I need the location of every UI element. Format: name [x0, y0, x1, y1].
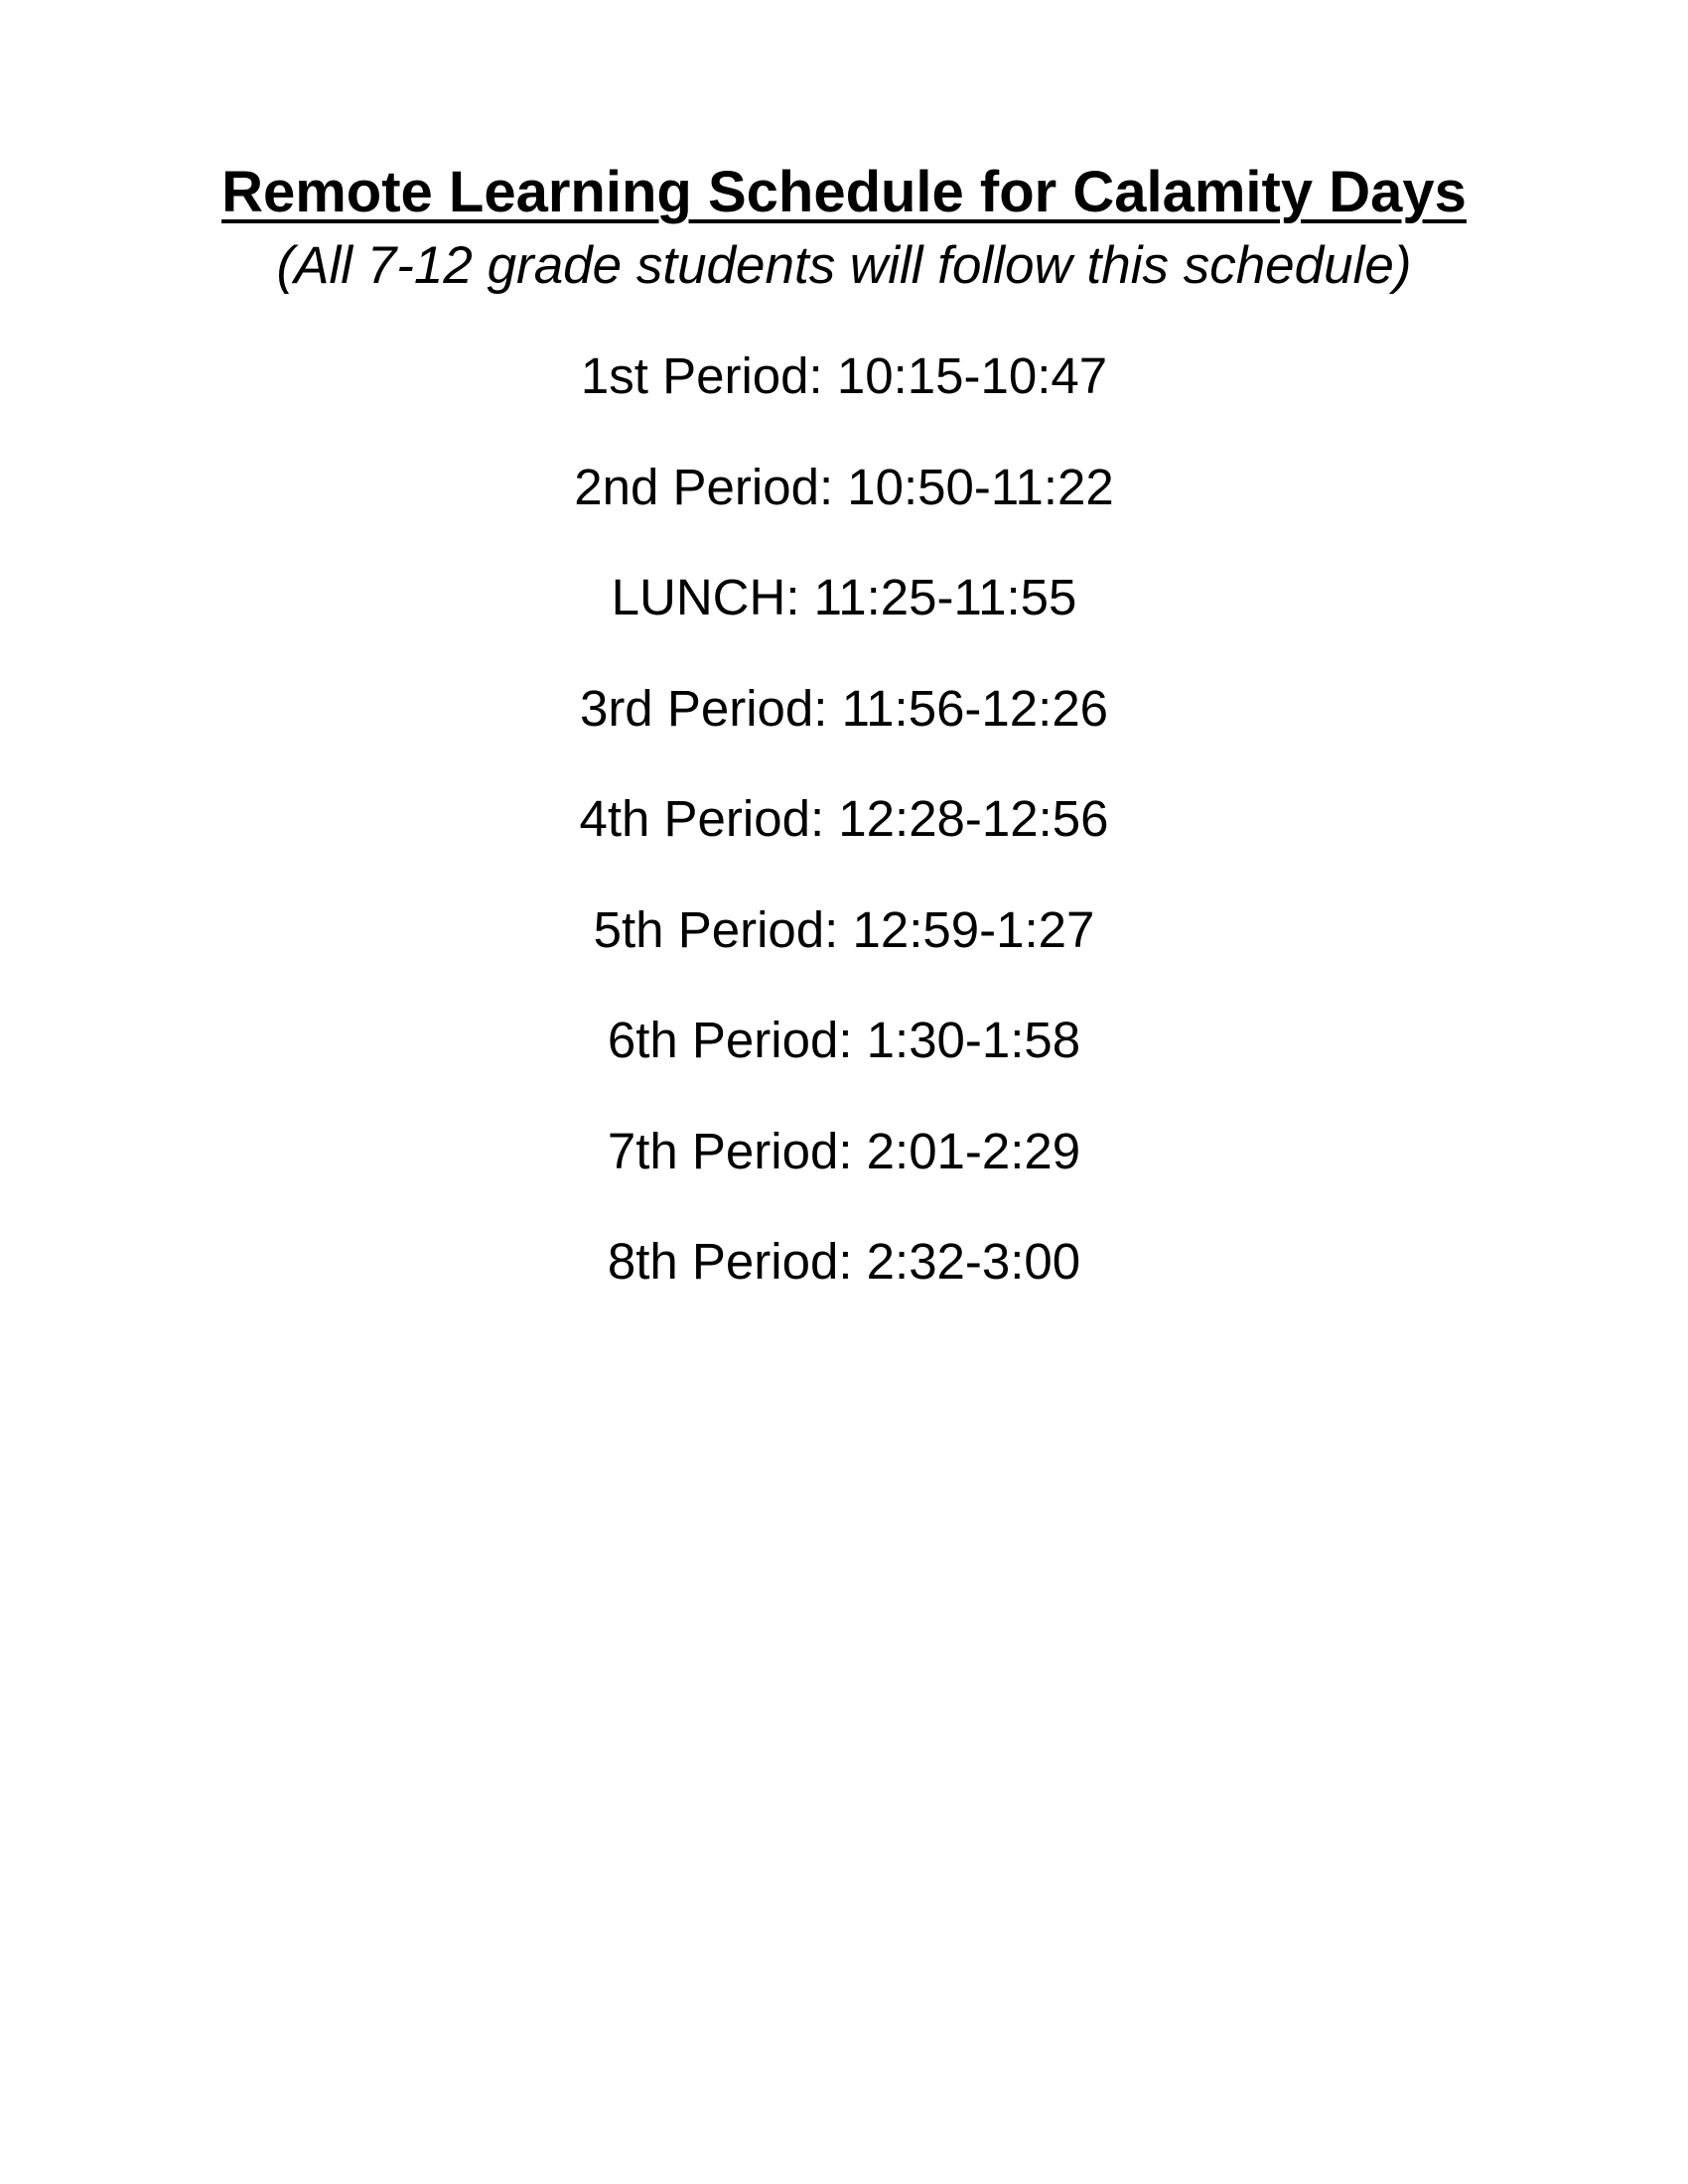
schedule-item-4th-period: 4th Period: 12:28-12:56 — [579, 790, 1109, 847]
schedule-item-2nd-period: 2nd Period: 10:50-11:22 — [574, 458, 1114, 515]
schedule-item-1st-period: 1st Period: 10:15-10:47 — [580, 347, 1108, 404]
schedule-list — [0, 341, 1688, 1338]
page-title: Remote Learning Schedule for Calamity Days — [221, 160, 1467, 224]
schedule-item-8th-period: 8th Period: 2:32-3:00 — [607, 1233, 1081, 1290]
schedule-item-7th-period: 7th Period: 2:01-2:29 — [607, 1122, 1081, 1179]
schedule-item-3rd-period: 3rd Period: 11:56-12:26 — [579, 679, 1109, 737]
schedule-item-5th-period: 5th Period: 12:59-1:27 — [593, 900, 1095, 958]
schedule-item-lunch: LUNCH: 11:25-11:55 — [611, 569, 1077, 625]
schedule-item-6th-period: 6th Period: 1:30-1:58 — [607, 1012, 1081, 1068]
page-subtitle: (All 7-12 grade students will follow this schedule) — [276, 236, 1412, 295]
